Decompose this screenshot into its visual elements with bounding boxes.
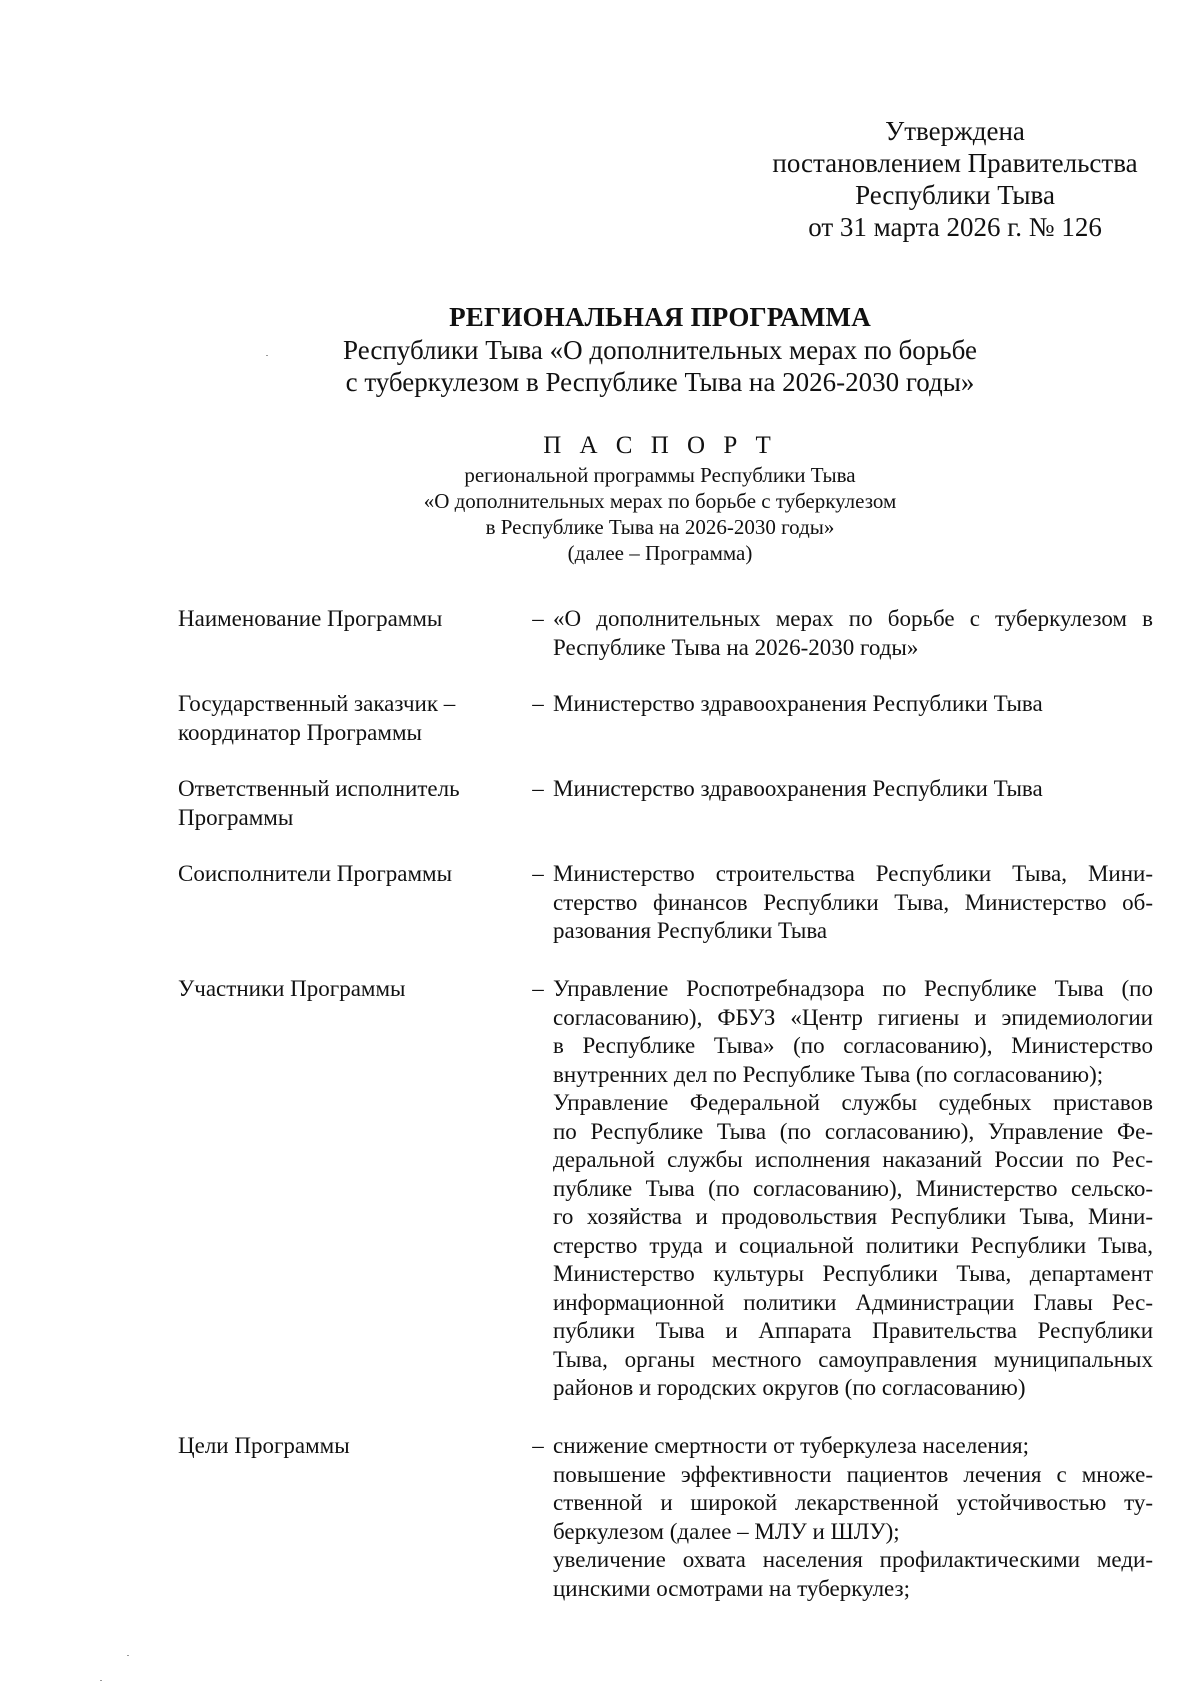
row-value-line: информационной политики Администрации Главы Рес-: [553, 1289, 1153, 1315]
row-dash: –: [532, 976, 544, 1001]
approval-line: Утверждена: [885, 116, 1025, 146]
program-subtitle-line: Республики Тыва «О дополнительных мерах по борьбе: [343, 335, 977, 365]
row-value-line: деральной службы исполнения наказаний России по Рес-: [553, 1147, 1153, 1172]
approval-line: от 31 марта 2026 г. № 126: [808, 212, 1102, 242]
approval-block: [740, 115, 1170, 243]
row-label: [178, 860, 523, 946]
scan-speck: [100, 1680, 102, 1681]
row-value-line: согласованию), ФБУЗ «Центр гигиены и эпидемиологии: [553, 1004, 1153, 1030]
row-value: [553, 775, 1153, 832]
row-value-line: увеличение охвата населения профилактическими меди-: [553, 1547, 1153, 1572]
row-dash: –: [532, 861, 544, 886]
row-value-line: повышение эффективности пациентов лечения с множе-: [553, 1461, 1153, 1487]
row-value: [553, 1432, 1153, 1603]
row-value-line: го хозяйства и продовольствия Республики Тыва, Мини-: [553, 1204, 1153, 1229]
row-value-line: ственной и широкой лекарственной устойчивостью ту-: [553, 1490, 1153, 1515]
row-value-line: Министерство здравоохранения Республики Тыва: [553, 776, 1043, 801]
scan-speck: [127, 1655, 129, 1656]
passport-heading-line: «О дополнительных мерах по борьбе с туберкулезом: [423, 489, 897, 513]
row-value-line: Управление Федеральной службы судебных приставов: [553, 1090, 1153, 1115]
row-value-line: стерство финансов Республики Тыва, Министерство об-: [553, 889, 1153, 915]
row-value-line: публике Тыва (по согласованию), Министерство сельско-: [553, 1175, 1153, 1201]
passport-row-goals: [178, 1432, 1153, 1603]
row-value-line: цинскими осмотрами на туберкулез;: [553, 1575, 911, 1601]
passport-heading-line: в Республике Тыва на 2026-2030 годы»: [485, 515, 835, 539]
row-dash: –: [532, 776, 544, 801]
row-value-line: Тыва, органы местного самоуправления муниципальных: [553, 1346, 1153, 1372]
row-value-line: по Республике Тыва (по согласованию), Управление Фе-: [553, 1118, 1153, 1144]
row-value-line: районов и городских округов (по согласованию): [553, 1375, 1026, 1400]
row-value-line: «О дополнительных мерах по борьбе с туберкулезом в: [553, 606, 1153, 631]
row-value-line: внутренних дел по Республике Тыва (по согласованию);: [553, 1061, 1104, 1087]
row-label: [178, 775, 523, 832]
passport-heading-line: (далее – Программа): [567, 541, 753, 565]
row-value-line: Министерство строительства Республики Тыва, Мини-: [553, 861, 1153, 886]
row-label-line: Цели Программы: [178, 1433, 350, 1458]
row-value-line: публики Тыва и Аппарата Правительства Республики: [553, 1318, 1153, 1343]
row-value-line: беркулезом (далее – МЛУ и ШЛУ);: [553, 1518, 900, 1544]
row-dash: –: [532, 691, 544, 716]
approval-line: Республики Тыва: [855, 180, 1055, 210]
row-label: [178, 975, 523, 1403]
scan-speck: [266, 355, 268, 356]
passport-row-customer: [178, 690, 1153, 747]
row-label: [178, 605, 523, 662]
program-title-block: [230, 300, 1090, 398]
passport-row-executor: [178, 775, 1153, 832]
row-value-line: Министерство здравоохранения Республики Тыва: [553, 691, 1043, 716]
row-dash: –: [532, 606, 544, 631]
row-value-line: Управление Роспотребнадзора по Республике Тыва (по: [553, 976, 1153, 1001]
row-label: [178, 1432, 523, 1603]
row-value-line: разования Республики Тыва: [553, 918, 828, 943]
row-value-line: снижение смертности от туберкулеза населения;: [553, 1433, 1030, 1458]
row-label-line: Наименование Программы: [178, 606, 443, 631]
passport-heading-line: региональной программы Республики Тыва: [464, 463, 856, 487]
row-label-line: координатор Программы: [178, 719, 422, 745]
passport-row-coexecutors: [178, 860, 1153, 946]
row-dash: –: [532, 1433, 544, 1458]
row-value: [553, 975, 1153, 1403]
row-label: [178, 690, 523, 747]
row-value-line: стерство труда и социальной политики Республики Тыва,: [553, 1232, 1153, 1258]
passport-heading: П А С П О Р Т: [543, 432, 777, 459]
row-label-line: Ответственный исполнитель: [178, 776, 460, 801]
row-value-line: в Республике Тыва» (по согласованию), Министерство: [553, 1033, 1153, 1058]
row-label-line: Программы: [178, 804, 294, 830]
row-value-line: Республике Тыва на 2026-2030 годы»: [553, 634, 919, 660]
row-value-line: Министерство культуры Республики Тыва, департамент: [553, 1261, 1153, 1286]
program-title: РЕГИОНАЛЬНАЯ ПРОГРАММА: [449, 302, 871, 332]
row-label-line: Соисполнители Программы: [178, 861, 453, 886]
approval-line: постановлением Правительства: [772, 148, 1138, 178]
passport-heading-block: [300, 430, 1020, 566]
program-subtitle-line: с туберкулезом в Республике Тыва на 2026-2030 годы»: [345, 367, 975, 397]
row-label-line: Участники Программы: [178, 976, 406, 1001]
passport-row-participants: [178, 975, 1153, 1403]
row-value: [553, 690, 1153, 747]
row-value: [553, 860, 1153, 946]
row-value: [553, 605, 1153, 662]
row-label-line: Государственный заказчик –: [178, 691, 456, 716]
passport-row-name: [178, 605, 1153, 662]
